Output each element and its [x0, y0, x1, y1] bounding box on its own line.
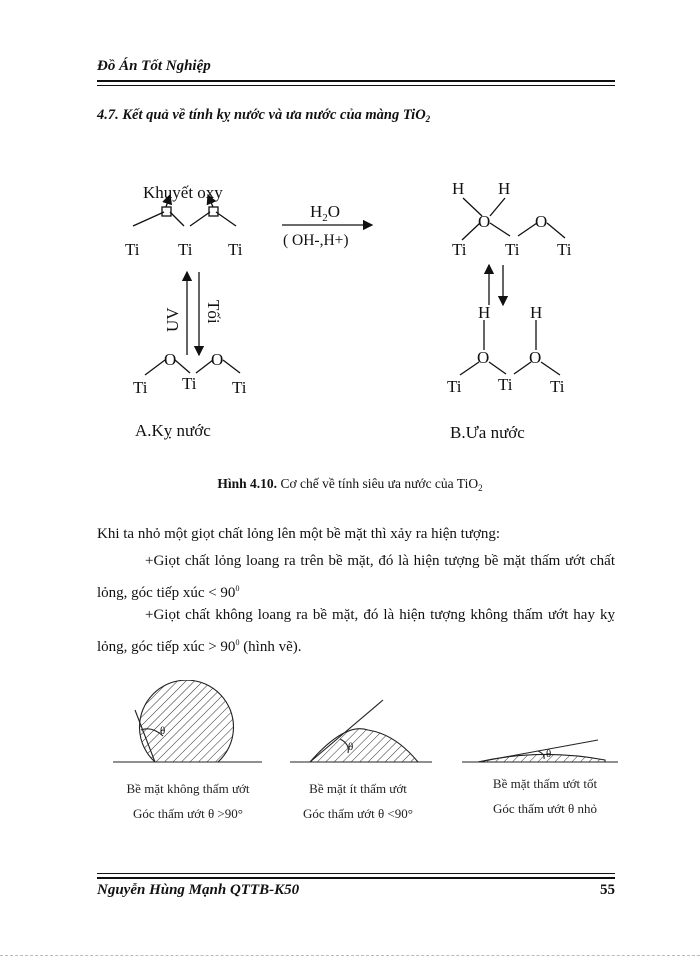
mechanism-diagram — [0, 160, 700, 460]
paragraph-3-tail: (hình vẽ). — [239, 639, 302, 655]
paragraph-1: Khi ta nhỏ một giọt chất lỏng lên một bề mặt thì xảy ra hiện tượng: — [97, 526, 501, 542]
dark-label: Tối — [204, 300, 223, 324]
footer-author: Nguyễn Hùng Mạnh QTTB-K50 — [97, 882, 300, 898]
o-label: O — [164, 350, 177, 369]
ti-label: Ti — [178, 240, 193, 259]
ti-label: Ti — [447, 377, 462, 396]
paragraph-3-superscript: 0 — [235, 638, 240, 647]
section-heading-subscript: 2 — [425, 114, 431, 124]
h-label: H — [530, 303, 543, 322]
wetting-label-1b: Góc thấm ướt θ >90° — [133, 806, 243, 821]
ti-label: Ti — [550, 377, 565, 396]
figure-caption-subscript: 2 — [478, 483, 483, 493]
uv-label: UV — [163, 307, 182, 332]
ti-label: Ti — [498, 375, 513, 394]
page-bottom-border — [0, 955, 700, 956]
ti-label: Ti — [232, 378, 247, 397]
wetting-label-1a: Bề mặt không thấm ướt — [126, 781, 250, 796]
ti-label: Ti — [125, 240, 140, 259]
ti-label: Ti — [505, 240, 520, 259]
header-rule — [97, 80, 615, 86]
h-label: H — [478, 303, 491, 322]
paragraph-2-text: +Giọt chất lỏng loang ra trên bề mặt, đó là hiện tượng bề mặt thấm ướt chất lỏng, góc tiếp xúc < 90 — [97, 553, 615, 601]
theta-symbol: θ — [546, 748, 552, 760]
figure-caption-text: Cơ chế về tính siêu ưa nước của TiO — [277, 476, 479, 491]
ti-label: Ti — [133, 378, 148, 397]
ti-label: Ti — [557, 240, 572, 259]
paragraph-2 — [97, 548, 615, 607]
ti-label: Ti — [182, 374, 197, 393]
section-heading — [97, 107, 430, 124]
o-label: O — [535, 212, 548, 231]
o-label: O — [477, 348, 490, 367]
wetting-label-3a: Bề mặt thấm ướt tốt — [492, 776, 598, 791]
theta-symbol: θ — [348, 741, 354, 753]
paragraph-3 — [97, 602, 615, 661]
o-label: O — [478, 212, 491, 231]
header-title: Đồ Án Tốt Nghiệp — [97, 58, 211, 74]
wetting-diagrams — [0, 680, 700, 830]
theta-symbol: θ — [160, 725, 166, 737]
wetting-label-2a: Bề mặt ít thấm ướt — [309, 781, 407, 796]
figure-caption — [0, 476, 700, 493]
ions-label: ( OH-,H+) — [283, 232, 349, 249]
h-label: H — [498, 179, 511, 198]
page-number: 55 — [600, 882, 615, 898]
section-heading-text: 4.7. Kết quả về tính kỵ nước và ưa nước của màng TiO — [97, 107, 426, 123]
h2o-label: $H_2O$ — [310, 202, 341, 224]
paragraph-3-text: +Giọt chất không loang ra bề mặt, đó là hiện tượng không thấm ướt hay kỵ lỏng, góc tiếp xúc > 90 — [97, 607, 615, 655]
wetting-label-3b: Góc thấm ướt θ nhỏ — [493, 801, 597, 816]
footer-rule — [97, 873, 615, 879]
label-a: A.Kỵ nước — [135, 421, 211, 440]
defect-label: Khuyết oxy — [143, 183, 223, 202]
paragraph-2-superscript: 0 — [235, 584, 240, 593]
o-label: O — [211, 350, 224, 369]
ti-label: Ti — [452, 240, 467, 259]
ti-label: Ti — [228, 240, 243, 259]
o-label: O — [529, 348, 542, 367]
label-b: B.Ưa nước — [450, 423, 525, 442]
wetting-label-2b: Góc thấm ướt θ <90° — [303, 806, 413, 821]
h-label: H — [452, 179, 465, 198]
figure-caption-label: Hình 4.10. — [217, 476, 278, 491]
